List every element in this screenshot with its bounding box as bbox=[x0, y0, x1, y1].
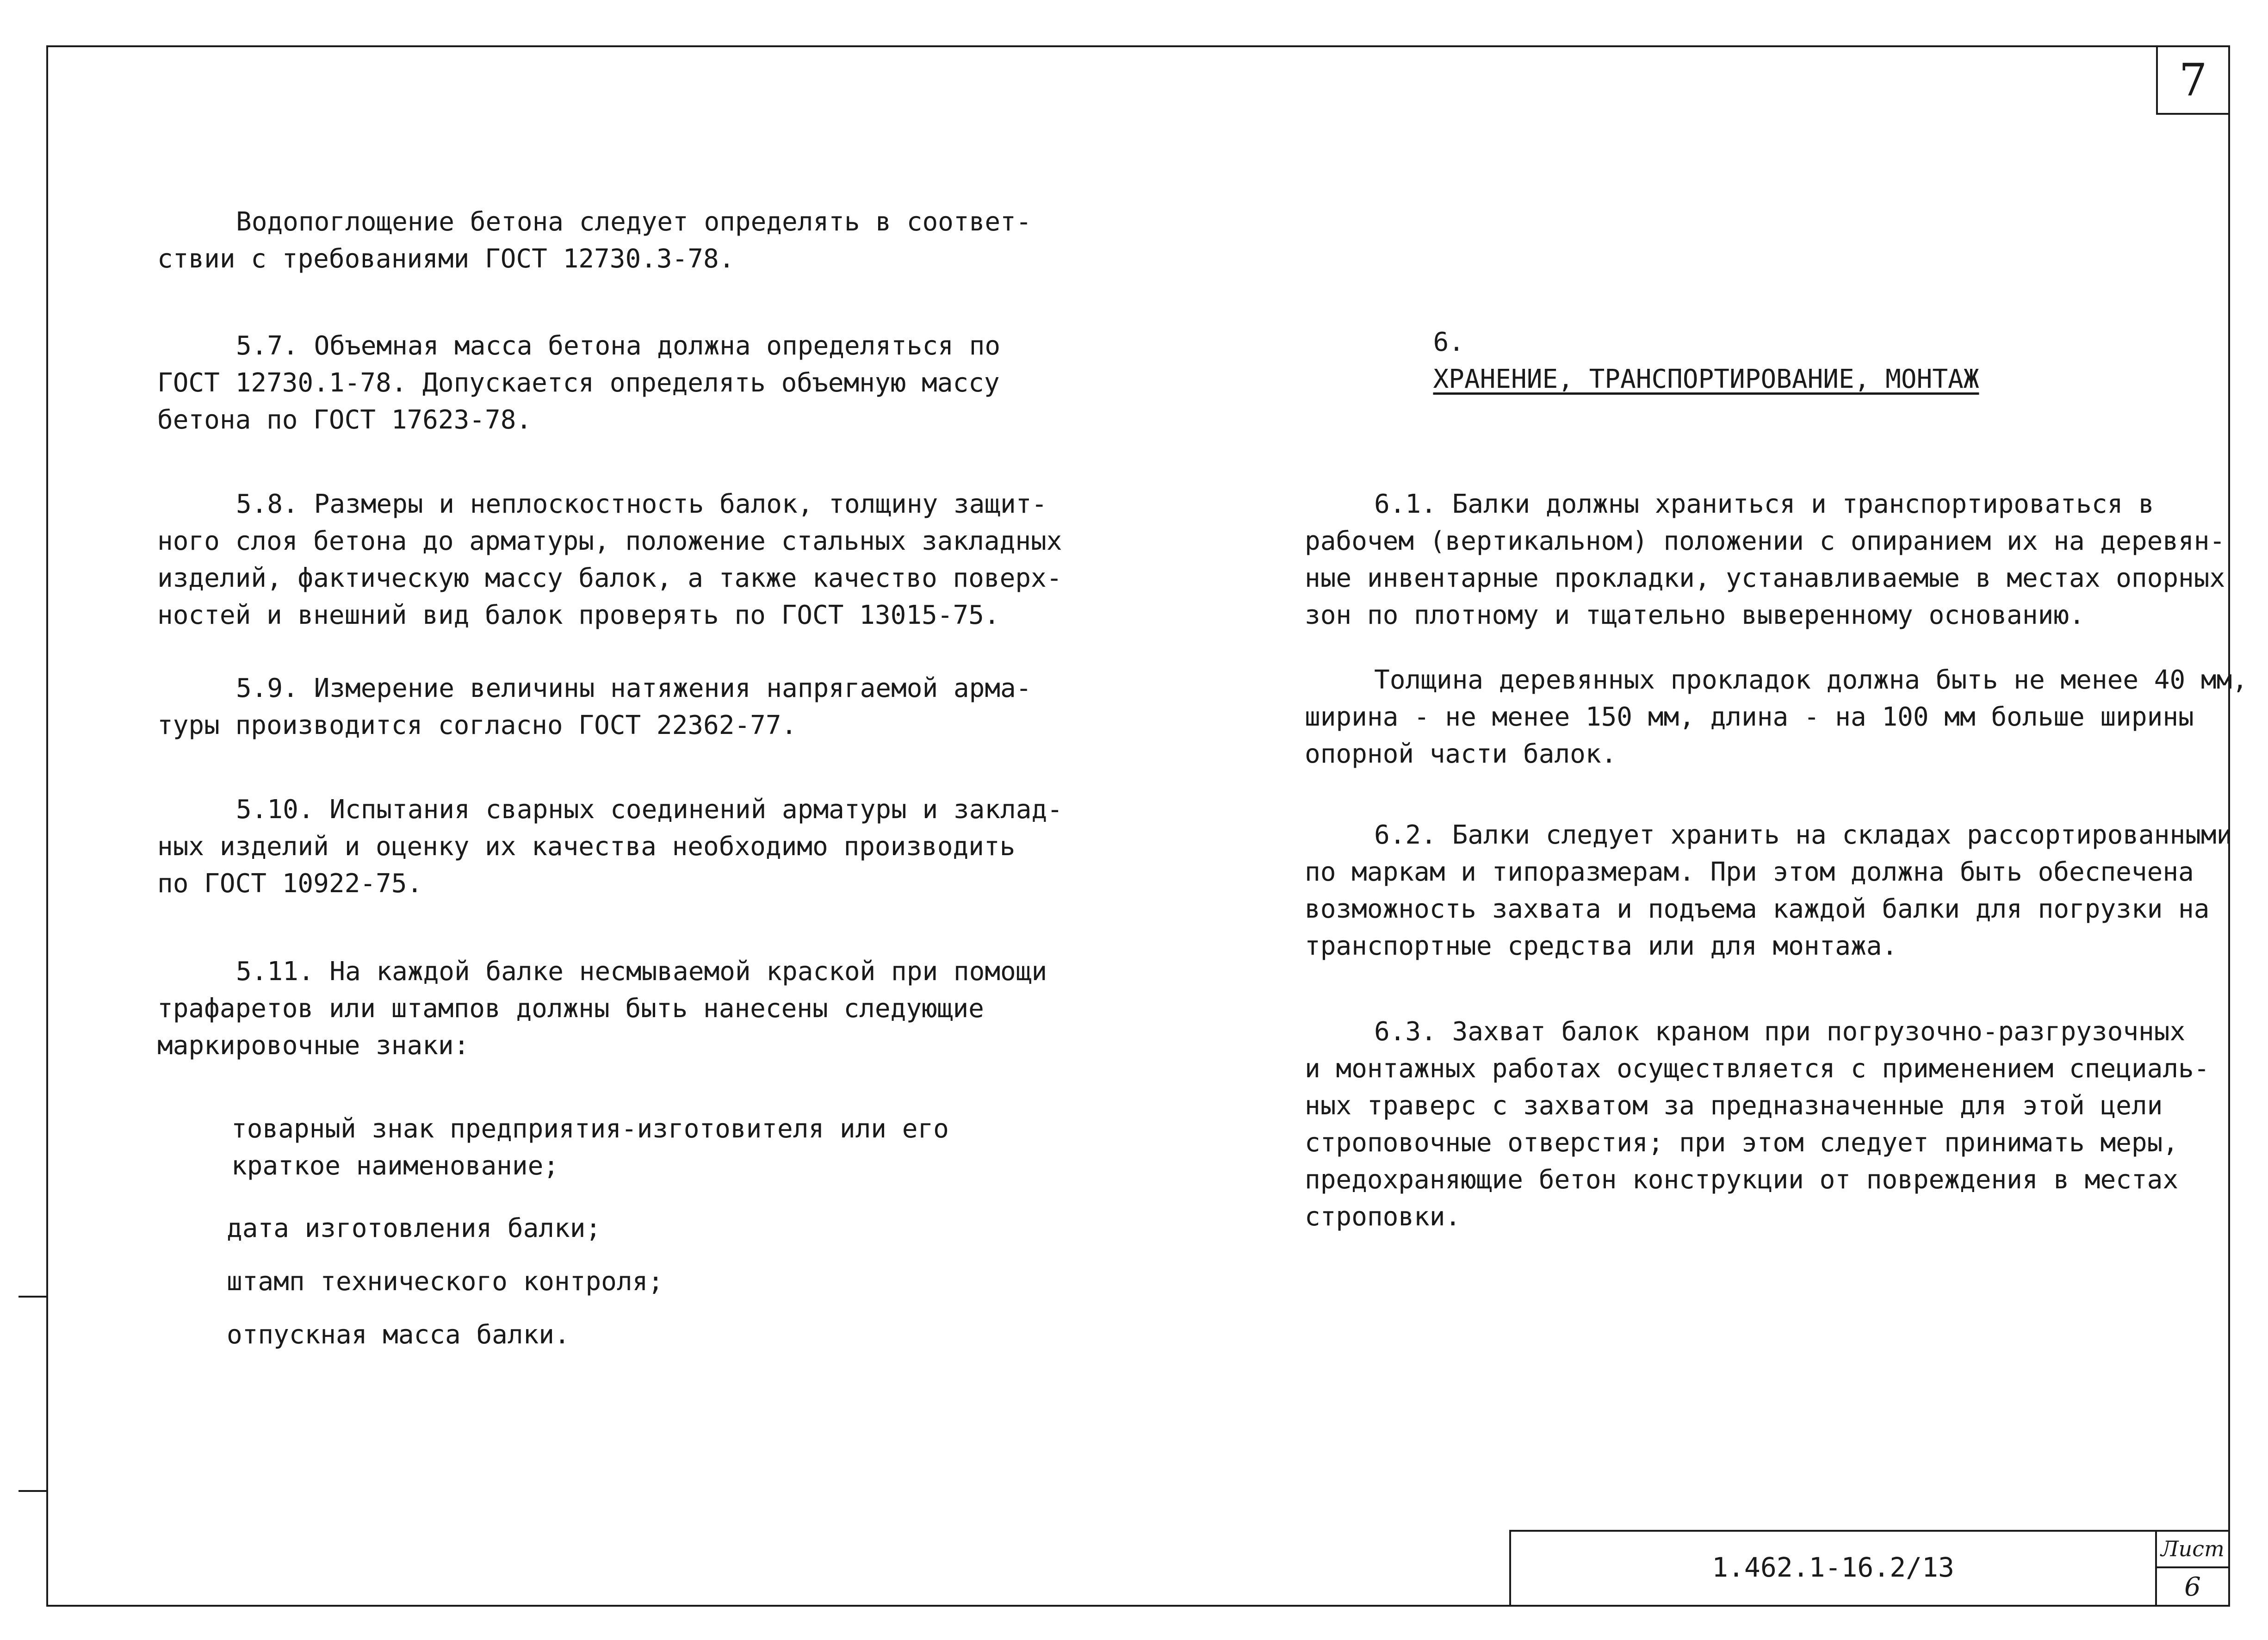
section-title: ХРАНЕНИЕ, ТРАНСПОРТИРОВАНИЕ, МОНТАЖ bbox=[1433, 364, 1979, 394]
marking-item-stamp: штамп технического контроля; bbox=[227, 1267, 664, 1297]
paragraph-5-9: 5.9. Измерение величины натяжения напрягаемой арма- туры производится согласно ГОСТ 22362-77. bbox=[157, 673, 1032, 740]
paragraph-5-11: 5.11. На каждой балке несмываемой краской при помощи трафаретов или штампов должны быть нанесены следующие маркировочные знаки: bbox=[157, 957, 1047, 1061]
page-number: 7 bbox=[2156, 45, 2230, 115]
paragraph-5-10: 5.10. Испытания сварных соединений арматуры и заклад- ных изделий и оценку их качества необходимо производить по ГОСТ 10922-75. bbox=[157, 795, 1063, 899]
sheet-divider bbox=[2155, 1566, 2228, 1568]
marking-item-date: дата изготовления балки; bbox=[227, 1213, 601, 1243]
binding-tick bbox=[19, 1490, 46, 1492]
binding-tick bbox=[19, 1296, 46, 1298]
sheet-number: 6 bbox=[2184, 1572, 2201, 1602]
paragraph-5-8: 5.8. Размеры и неплоскостность балок, толщину защит- ного слоя бетона до арматуры, положение стальных закладных изделий, фактическую массу балок, а также качество поверх- ностей и внешний вид балок проверять по ГОСТ 13015-75. bbox=[157, 489, 1062, 630]
paragraph-6-3: 6.3. Захват балок краном при погрузочно-разгрузочных и монтажных работах осуществляется с применением специаль- ных траверс с захватом за предназначенные для этой цели строповочные отверстия; при этом следует принимать меры, предохраняющие бетон конструкции от повреждения в местах строповки. bbox=[1305, 1017, 2210, 1232]
marking-item-mass: отпускная масса балки. bbox=[227, 1320, 570, 1350]
sheet-label: Лист bbox=[2161, 1536, 2225, 1561]
paragraph-pad-thickness: Толщина деревянных прокладок должна быть не менее 40 мм, ширина - не менее 150 мм, длина - на 100 мм больше ширины опорной части балок. bbox=[1305, 665, 2248, 769]
document-code: 1.462.1-16.2/13 bbox=[1712, 1552, 1954, 1583]
section-number: 6. bbox=[1433, 327, 1464, 357]
section-heading bbox=[1402, 287, 1979, 398]
paragraph-5-7: 5.7. Объемная масса бетона должна определяться по ГОСТ 12730.1-78. Допускается определять объемную массу бетона по ГОСТ 17623-78. bbox=[157, 331, 1001, 435]
paragraph-6-1: 6.1. Балки должны храниться и транспортироваться в рабочем (вертикальном) положении с опиранием их на деревян- ные инвентарные прокладки, устанавливаемые в местах опорных зон по плотному и тщательно выверенному основанию. bbox=[1305, 489, 2225, 630]
paragraph-water-absorption: Водопоглощение бетона следует определять в соответ- ствии с требованиями ГОСТ 12730.3-78. bbox=[157, 207, 1032, 274]
paragraph-6-2: 6.2. Балки следует хранить на складах рассортированными по маркам и типоразмерам. При этом должна быть обеспечена возможность захвата и подъема каждой балки для погрузки на транспортные средства или для монтажа. bbox=[1305, 820, 2232, 961]
marking-item-trademark: товарный знак предприятия-изготовителя или его краткое наименование; bbox=[231, 1114, 949, 1181]
